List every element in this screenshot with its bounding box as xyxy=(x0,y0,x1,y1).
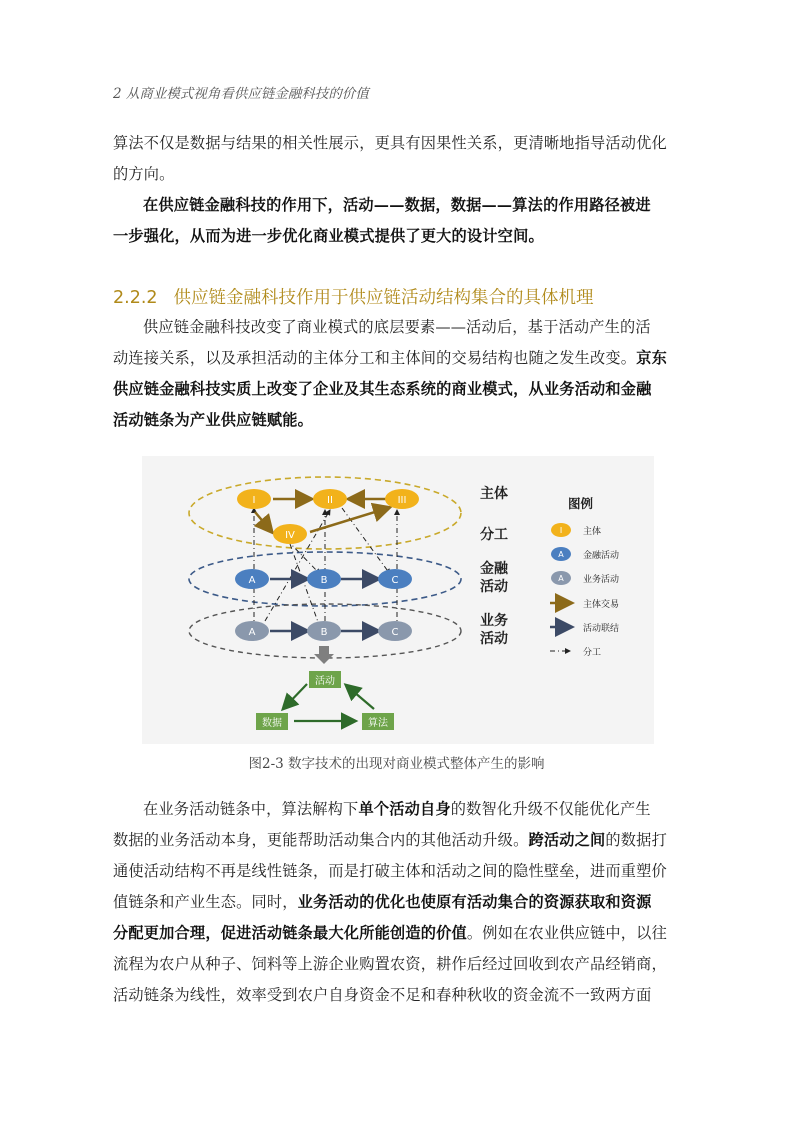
paragraph-1 xyxy=(113,128,683,190)
paragraph-4 xyxy=(113,794,683,1011)
figure-caption: 图2-3 数字技术的出现对商业模式整体产生的影响 xyxy=(248,756,545,772)
legend-item-division: 分工 xyxy=(583,648,602,658)
layer-label-finance-2: 活动 xyxy=(480,579,508,595)
legend-finance-symbol-label: A xyxy=(558,550,564,559)
paragraph-1-line-1: 算法不仅是数据与结果的相关性展示，更具有因果性关系，更清晰地指导活动优化 xyxy=(113,134,667,152)
subject-node-2-label: II xyxy=(327,495,333,506)
paragraph-3-line-4: 活动链条为产业供应链赋能。 xyxy=(113,411,314,429)
legend-subject-symbol-label: I xyxy=(559,526,563,535)
legend-business-symbol-label: A xyxy=(558,574,564,583)
division-line xyxy=(342,508,390,574)
subject-node-3-label: III xyxy=(397,495,407,506)
paragraph-3 xyxy=(113,312,683,436)
subject-trade-arrow xyxy=(255,512,271,531)
subject-node-1-label: I xyxy=(252,495,256,506)
legend-title: 图例 xyxy=(568,496,594,511)
division-line xyxy=(287,540,320,574)
legend-item-subject: 主体 xyxy=(583,527,602,537)
legend-item-business: 业务活动 xyxy=(583,575,620,585)
legend-item-finance: 金融活动 xyxy=(583,551,620,561)
layer-label-business-2: 活动 xyxy=(480,631,508,647)
running-header: 2 从商业模式视角看供应链金融科技的价值 xyxy=(113,86,369,102)
paragraph-3-line-2: 动连接关系，以及承担活动的主体分工和主体间的交易结构也随之发生改变。京东 xyxy=(113,349,667,367)
subject-trade-arrow xyxy=(310,508,388,532)
figure-2-3 xyxy=(142,456,654,744)
paragraph-4-line-3: 通使活动结构不再是线性链条，而是打破主体和活动之间的隐性壁垒，进而重塑价 xyxy=(113,862,667,880)
section-heading xyxy=(113,284,594,309)
business-node-b-label: B xyxy=(320,627,328,638)
down-arrow-shaft xyxy=(319,646,329,654)
business-node-c-label: C xyxy=(391,627,399,638)
paragraph-4-line-1: 在业务活动链条中，算法解构下单个活动自身的数智化升级不仅能优化产生 xyxy=(143,800,651,818)
section-title-text: 供应链金融科技作用于供应链活动结构集合的具体机理 xyxy=(173,288,594,308)
data-box-label: 数据 xyxy=(262,718,282,729)
activity-to-data-arrow xyxy=(284,684,307,708)
legend-item-link: 活动联结 xyxy=(583,624,620,634)
paragraph-4-line-6: 流程为农户从种子、饲料等上游企业购置农资，耕作后经过回收到农产品经销商， xyxy=(113,955,667,973)
paragraph-1-line-2: 的方向。 xyxy=(113,165,175,183)
paragraph-4-line-7: 活动链条为线性，效率受到农户自身资金不足和春种秋收的资金流不一致两方面 xyxy=(113,986,652,1004)
paragraph-3-line-1: 供应链金融科技改变了商业模式的底层要素——活动后，基于活动产生的活 xyxy=(143,318,651,336)
layer-label-division: 分工 xyxy=(480,527,508,543)
legend-item-trade: 主体交易 xyxy=(583,600,620,610)
paragraph-4-line-2: 数据的业务活动本身，更能帮助活动集合内的其他活动升级。跨活动之间的数据打 xyxy=(113,831,667,849)
down-arrow-head xyxy=(314,654,334,664)
layer-label-business-1: 业务 xyxy=(480,613,508,629)
algorithm-box-label: 算法 xyxy=(368,718,388,729)
paragraph-2-line-2: 一步强化，从而为进一步优化商业模式提供了更大的设计空间。 xyxy=(113,227,544,245)
algorithm-to-activity-arrow xyxy=(347,686,374,709)
finance-node-a-label: A xyxy=(248,575,256,586)
paragraph-2 xyxy=(113,190,683,252)
paragraph-2-line-1: 在供应链金融科技的作用下，活动——数据，数据——算法的作用路径被进 xyxy=(143,196,651,214)
subject-node-4-label: IV xyxy=(285,530,295,541)
business-node-a-label: A xyxy=(248,627,256,638)
layer-label-finance-1: 金融 xyxy=(480,561,508,577)
paragraph-4-line-4: 值链条和产业生态。同时，业务活动的优化也使原有活动集合的资源获取和资源 xyxy=(113,893,652,911)
paragraph-3-line-3: 供应链金融科技实质上改变了企业及其生态系统的商业模式，从业务活动和金融 xyxy=(113,380,652,398)
activity-box-label: 活动 xyxy=(315,676,335,687)
section-number: 2.2.2 xyxy=(113,288,158,308)
layer-label-subject: 主体 xyxy=(480,486,508,502)
finance-node-c-label: C xyxy=(391,575,399,586)
business-model-diagram xyxy=(142,456,654,744)
finance-node-b-label: B xyxy=(320,575,328,586)
paragraph-4-line-5: 分配更加合理，促进活动链条最大化所能创造的价值。例如在农业供应链中，以往 xyxy=(113,924,667,942)
